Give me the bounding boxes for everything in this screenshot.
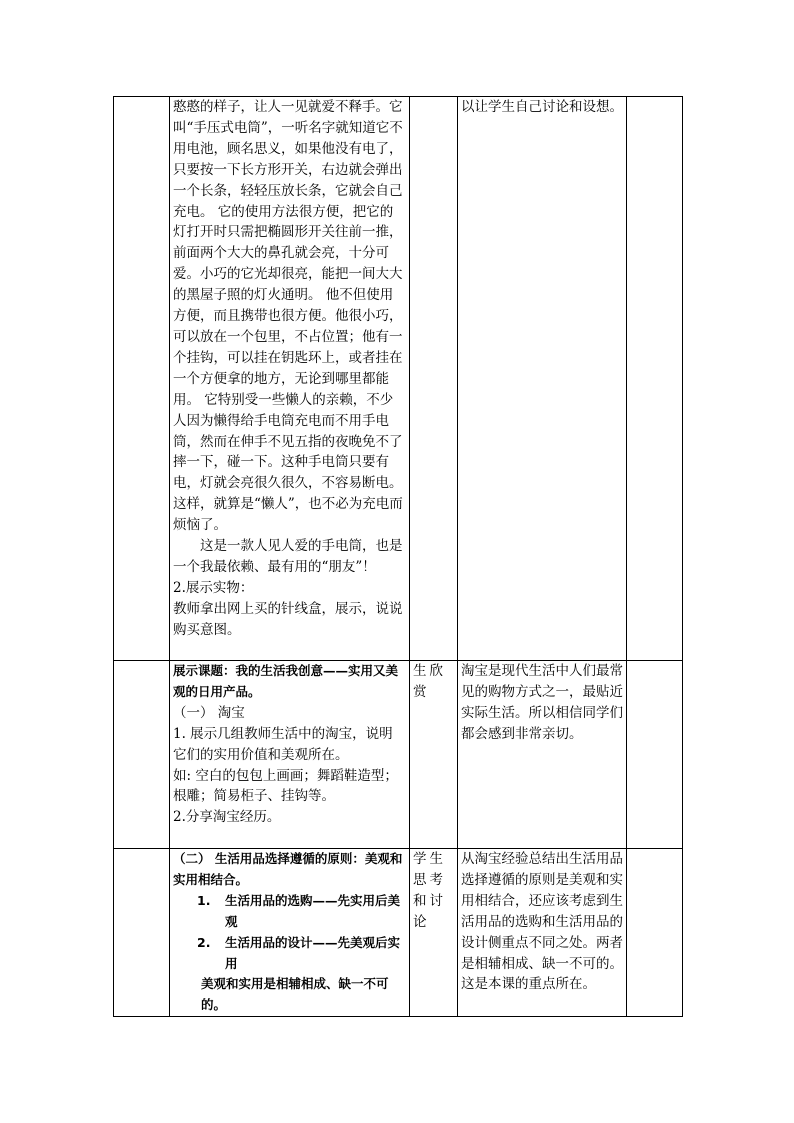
table-row xyxy=(114,97,683,661)
show-object-text: 教师拿出网上买的针线盒，展示，说说购买意图。 xyxy=(173,600,403,638)
table-cell-blank xyxy=(114,661,170,849)
list-number: 1. xyxy=(197,892,211,908)
section-heading: （一） 淘宝 xyxy=(173,704,245,721)
principle-heading: （二） 生活用品选择遵循的原则：美观和实用相结合。 xyxy=(173,851,403,887)
table-row xyxy=(114,849,683,1017)
show-object-heading: 2.展示实物： xyxy=(173,579,254,596)
design-intent-cell xyxy=(458,661,627,849)
student-activity-text: 学生思考和讨论 xyxy=(413,851,446,930)
table-cell-blank xyxy=(627,97,683,661)
list-item xyxy=(173,933,406,975)
teaching-content-cell xyxy=(170,661,410,849)
table-cell-blank xyxy=(627,661,683,849)
student-activity-cell xyxy=(410,97,458,661)
table-row xyxy=(114,661,683,849)
list-item: 1. 展示几组教师生活中的淘宝，说明它们的实用价值和美观所在。 xyxy=(173,725,393,763)
list-item: 2.分享淘宝经历。 xyxy=(173,809,281,826)
list-item xyxy=(173,891,406,933)
student-activity-cell xyxy=(410,849,458,1017)
examples-text: 如: 空白的包包上画画；舞蹈鞋造型；根雕；简易柜子、挂钩等。 xyxy=(173,767,398,805)
student-activity-text: 生欣赏 xyxy=(413,663,446,700)
teaching-content-cell xyxy=(170,849,410,1017)
list-text: 生活用品的选购——先实用后美观 xyxy=(225,892,401,929)
design-intent-text: 淘宝是现代生活中人们最常见的购物方式之一，最贴近实际生活。所以相信同学们都会感到非常亲切。 xyxy=(461,663,623,742)
design-intent-text: 从淘宝经验总结出生活用品选择遵循的原则是美观和实用相结合，还应该考虑到生活用品的选购和生活用品的设计侧重点不同之处。两者是相辅相成、缺一不可的。这是本课的重点所在。 xyxy=(461,851,623,993)
list-text: 生活用品的设计——先美观后实用 xyxy=(225,934,401,971)
table-cell-blank xyxy=(114,97,170,661)
flashlight-summary: 这是一款人见人爱的手电筒，也是一个我最依赖、最有用的“朋友”！ xyxy=(173,538,403,575)
principle-conclusion: 美观和实用是相辅相成、缺一不可的。 xyxy=(201,976,389,1013)
student-activity-cell xyxy=(410,661,458,849)
design-intent-cell xyxy=(458,849,627,1017)
teaching-content-cell xyxy=(170,97,410,661)
table-cell-blank xyxy=(627,849,683,1017)
design-intent-cell xyxy=(458,97,627,661)
list-number: 2. xyxy=(197,934,211,950)
topic-title: 展示课题：我的生活我创意——实用又美观的日用产品。 xyxy=(173,663,399,699)
lesson-plan-table xyxy=(113,96,683,1017)
table-cell-blank xyxy=(114,849,170,1017)
design-intent-text: 以让学生自己讨论和设想。 xyxy=(461,99,623,115)
flashlight-description: 憨憨的样子，让人一见就爱不释手。它叫“手压式电筒”，一听名字就知道它不用电池，顾名思义，如果他没有电了，只要按一下长方形开关，右边就会弹出一个长条，轻轻压放长条，它就会自己充电。 它的使用方法很方便，把它的灯打开时只需把椭圆形开关往前一推，前面两个大大的鼻孔就会亮，十分可爱。小巧的它光却很亮，能把一间大大的黑屋子照的灯火通明。 他不但使用方便，而且携带也很方便。他很小巧，可以放在一个包里，不占位置；他有一个挂钩，可以挂在钥匙环上，或者挂在一个方便拿的地方，无论到哪里都能用。 它特别受一些懒人的亲赖，不少人因为懒得给手电筒充电而不用手电筒，然而在伸手不见五指的夜晚免不了摔一下，碰一下。这种手电筒只要有电，灯就会亮很久很久，不容易断电。这样，就算是“懒人”，也不必为充电而烦恼了。 xyxy=(173,99,403,534)
